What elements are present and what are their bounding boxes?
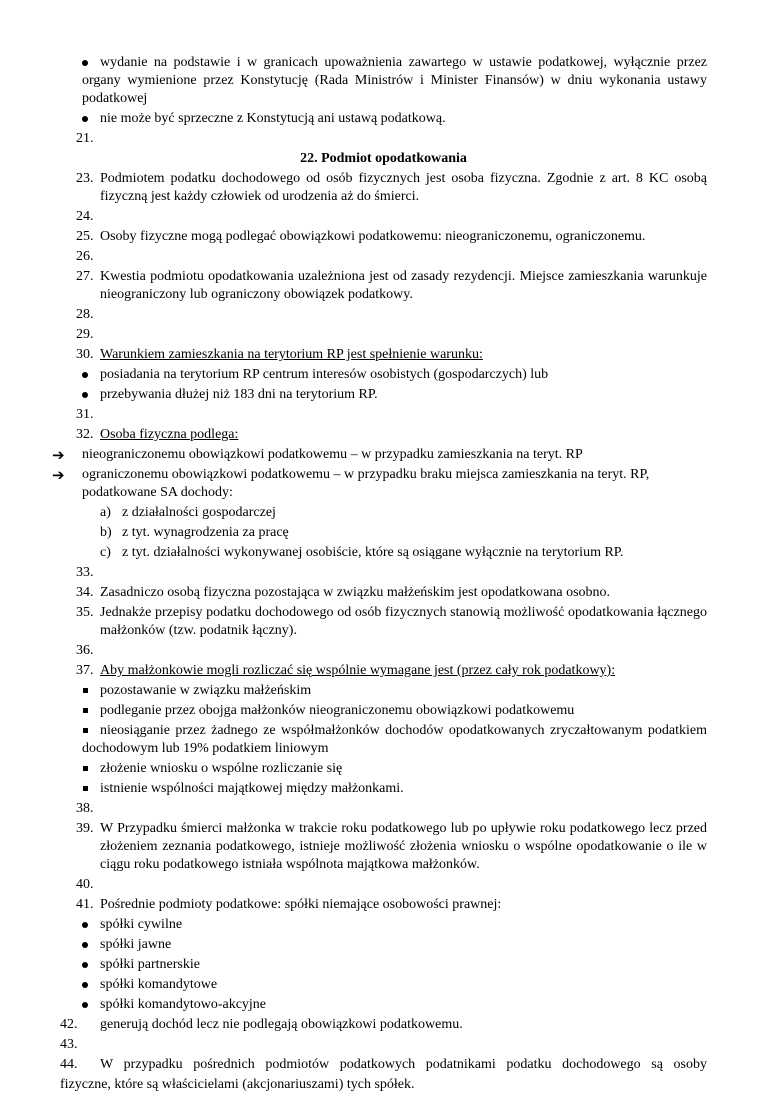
bullet-icon (82, 942, 88, 948)
list-item (60, 326, 707, 344)
item-number: 35. (76, 605, 94, 620)
list-item (60, 584, 707, 602)
bullet-item (60, 110, 707, 128)
bullet-icon (82, 60, 88, 66)
bullet-text: spółki cywilne (100, 917, 183, 932)
item-number: 42. (60, 1017, 78, 1032)
bullet-item (60, 916, 707, 934)
sub-item-text: z tyt. działalności wykonywanej osobiście, które są osiągane wyłącznie na terytorium RP. (122, 545, 624, 560)
item-text: Osoby fizyczne mogą podlegać obowiązkowi podatkowemu: nieograniczonemu, ograniczonemu. (100, 229, 646, 244)
bullet-icon (82, 922, 88, 928)
list-item (60, 228, 707, 246)
square-bullet-icon (83, 688, 88, 693)
bullet-text: podleganie przez obojga małżonków nieograniczonemu obowiązkowi podatkowemu (100, 703, 575, 718)
bullet-text: istnienie wspólności majątkowej między małżonkami. (100, 781, 404, 796)
item-number: 33. (76, 565, 94, 580)
bullet-icon (82, 116, 88, 122)
bullet-item (60, 996, 707, 1014)
item-text: Aby małżonkowie mogli rozliczać się wspólnie wymagane jest (przez cały rok podatkowy): (100, 663, 616, 678)
list-item (60, 1016, 707, 1034)
list-item-continuation (60, 1076, 707, 1094)
bullet-text: spółki komandytowo-akcyjne (100, 997, 267, 1012)
square-bullet-item (60, 760, 707, 778)
sub-item (60, 504, 707, 522)
sub-item-text: z tyt. wynagrodzenia za pracę (122, 525, 289, 540)
bullet-item (60, 386, 707, 404)
list-item (60, 406, 707, 424)
item-text: Warunkiem zamieszkania na terytorium RP jest spełnienie warunku: (100, 347, 483, 362)
list-item (60, 820, 707, 874)
document-page (52, 54, 707, 1096)
list-item (60, 662, 707, 680)
list-item (60, 268, 707, 304)
item-text: Jednakże przepisy podatku dochodowego od osób fizycznych stanowią możliwość opodatkowania łącznego małżonków (tzw. podatnik łączny). (100, 605, 707, 638)
list-item (60, 306, 707, 324)
bullet-text: spółki partnerskie (100, 957, 200, 972)
bullet-text: spółki jawne (100, 937, 172, 952)
square-bullet-item (60, 702, 707, 720)
item-text: Kwestia podmiotu opodatkowania uzależniona jest od zasady rezydencji. Miejsce zamieszkania warunkuje nieograniczony lub ograniczony obowiązek podatkowy. (100, 269, 707, 302)
item-number: 29. (76, 327, 94, 342)
square-bullet-item (60, 722, 707, 758)
section-heading: 22. Podmiot opodatkowania (300, 151, 467, 166)
item-number: 38. (76, 801, 94, 816)
bullet-text: nieosiąganie przez żadnego ze współmałżonków dochodów opodatkowanych zryczałtowanym podatkiem dochodowym lub 19% podatkiem liniowym (82, 723, 707, 756)
arrow-item (52, 446, 707, 464)
item-number: 21. (76, 131, 94, 146)
arrow-text: ograniczonemu obowiązkowi podatkowemu – w przypadku braku miejsca zamieszkania na teryt. RP, podatkowane SA dochody: (82, 467, 650, 500)
square-bullet-item (60, 682, 707, 700)
bullet-text: nie może być sprzeczne z Konstytucją ani ustawą podatkową. (100, 111, 446, 126)
item-text: Osoba fizyczna podlega: (100, 427, 239, 442)
item-number: 24. (76, 209, 94, 224)
bullet-icon (82, 392, 88, 398)
arrow-right-icon: ➔ (52, 446, 65, 464)
square-bullet-item (60, 780, 707, 798)
item-text: W Przypadku śmierci małżonka w trakcie roku podatkowego lub po upływie roku podatkowego lecz przed złożeniem zeznania podatkowego, istnieje możliwość złożenia wniosku o wspólne opodatkowanie o ile w ciągu roku podatkowego istniała wspólnota majątkowa małżonków. (100, 821, 707, 872)
bullet-text: pozostawanie w związku małżeńskim (100, 683, 312, 698)
item-number: 23. (76, 171, 94, 186)
item-text: Zasadniczo osobą fizyczna pozostająca w związku małżeńskim jest opodatkowana osobno. (100, 585, 611, 600)
bullet-text: złożenie wniosku o wspólne rozliczanie się (100, 761, 343, 776)
square-bullet-icon (83, 766, 88, 771)
item-number: 34. (76, 585, 94, 600)
item-text: fizyczne, które są właścicielami (akcjonariuszami) tych spółek. (60, 1077, 415, 1092)
arrow-text: nieograniczonemu obowiązkowi podatkowemu – w przypadku zamieszkania na teryt. RP (82, 447, 583, 462)
item-number: 39. (76, 821, 94, 836)
item-number: 30. (76, 347, 94, 362)
item-number: 43. (60, 1037, 78, 1052)
item-text: Podmiotem podatku dochodowego od osób fizycznych jest osoba fizyczna. Zgodnie z art. 8 KC osobą fizyczną jest każdy człowiek od urodzenia aż do śmierci. (100, 171, 707, 204)
list-item (60, 896, 707, 914)
list-item (60, 208, 707, 226)
item-text: Pośrednie podmioty podatkowe: spółki niemające osobowości prawnej: (100, 897, 502, 912)
list-item (60, 170, 707, 206)
bullet-item (60, 976, 707, 994)
item-number: 26. (76, 249, 94, 264)
bullet-text: spółki komandytowe (100, 977, 218, 992)
sub-item-letter: b) (100, 525, 112, 540)
list-item (60, 876, 707, 894)
list-item (60, 346, 707, 364)
bullet-icon (82, 982, 88, 988)
bullet-icon (82, 962, 88, 968)
sub-item-text: z działalności gospodarczej (122, 505, 276, 520)
list-item (60, 642, 707, 660)
item-number: 40. (76, 877, 94, 892)
bullet-item (60, 956, 707, 974)
sub-item-letter: c) (100, 545, 111, 560)
sub-item (60, 544, 707, 562)
list-item (60, 130, 707, 148)
item-number: 27. (76, 269, 94, 284)
item-number: 44. (60, 1057, 78, 1072)
sub-item (60, 524, 707, 542)
bullet-text: przebywania dłużej niż 183 dni na terytorium RP. (100, 387, 378, 402)
item-number: 32. (76, 427, 94, 442)
bullet-item (60, 936, 707, 954)
square-bullet-icon (83, 708, 88, 713)
item-text: W przypadku pośrednich podmiotów podatkowych podatnikami podatku dochodowego są osoby (100, 1057, 707, 1072)
arrow-item (52, 466, 707, 502)
bullet-icon (82, 372, 88, 378)
item-text: generują dochód lecz nie podlegają obowiązkowi podatkowemu. (100, 1017, 463, 1032)
item-number: 25. (76, 229, 94, 244)
list-item (60, 1036, 707, 1054)
bullet-icon (82, 1002, 88, 1008)
list-item (60, 604, 707, 640)
arrow-right-icon: ➔ (52, 466, 65, 484)
square-bullet-icon (83, 786, 88, 791)
item-number: 41. (76, 897, 94, 912)
bullet-text: wydanie na podstawie i w granicach upoważnienia zawartego w ustawie podatkowej, wyłącznie przez organy wymienione przez Konstytucję (Rada Ministrów i Minister Finansów) w dniu wykonania ustawy podatkowej (82, 55, 707, 106)
sub-item-letter: a) (100, 505, 111, 520)
list-item (60, 248, 707, 266)
item-number: 28. (76, 307, 94, 322)
square-bullet-icon (83, 728, 88, 733)
item-number: 36. (76, 643, 94, 658)
bullet-item (60, 54, 707, 108)
bullet-item (60, 366, 707, 384)
list-item (60, 800, 707, 818)
list-item (60, 1056, 707, 1074)
list-item (60, 564, 707, 582)
item-number: 31. (76, 407, 94, 422)
list-item (60, 426, 707, 444)
bullet-text: posiadania na terytorium RP centrum interesów osobistych (gospodarczych) lub (100, 367, 549, 382)
item-number: 37. (76, 663, 94, 678)
